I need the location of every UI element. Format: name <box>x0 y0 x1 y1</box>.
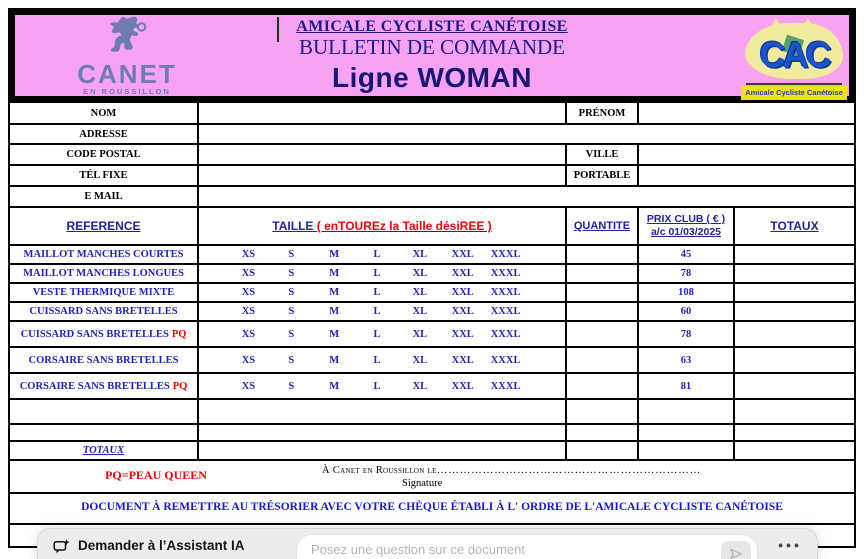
size-option: XL <box>398 249 441 260</box>
size-options <box>197 348 565 372</box>
portable-value-cell <box>637 166 854 185</box>
quantite-header: QUANTITE <box>565 208 637 244</box>
size-option: M <box>313 268 356 279</box>
reference-cell: MAILLOT MANCHES COURTES <box>23 249 184 260</box>
size-option: XL <box>398 355 441 366</box>
size-option: XL <box>398 287 441 298</box>
reference-cell: MAILLOT MANCHES LONGUES <box>23 268 184 279</box>
size-option: S <box>270 249 313 260</box>
empty-cell <box>197 442 565 459</box>
size-option: XS <box>241 287 256 298</box>
table-row <box>10 103 854 123</box>
size-option: M <box>313 381 356 392</box>
size-option: XL <box>398 329 441 340</box>
table-row <box>10 185 854 206</box>
place-date-text: À Canet en Roussillon le <box>322 465 437 476</box>
table-row <box>10 346 854 372</box>
reference-cell <box>10 322 197 346</box>
price-cell: 78 <box>637 322 733 346</box>
portable-label: PORTABLE <box>565 166 637 185</box>
prenom-value-cell <box>637 103 854 123</box>
empty-cell <box>197 400 565 423</box>
total-cell <box>733 265 854 282</box>
size-option: XS <box>241 328 256 340</box>
size-option: S <box>270 329 313 340</box>
price-cell: 60 <box>637 303 733 320</box>
dotted-leader: …………………………………………………………… <box>436 465 702 476</box>
size-option: XXXL <box>484 329 527 340</box>
size-option: XXL <box>441 287 484 298</box>
nom-label: NOM <box>90 107 117 119</box>
ask-ai-icon <box>52 538 70 559</box>
document-banner <box>8 8 856 103</box>
empty-cell <box>565 425 637 440</box>
table-row <box>10 301 854 320</box>
ask-ai-label: Demander à l’Assistant IA <box>78 538 245 553</box>
size-option: XXXL <box>484 287 527 298</box>
table-row <box>10 164 854 185</box>
price-cell: 81 <box>637 374 733 398</box>
ville-value-cell <box>637 145 854 164</box>
pq-flag: PQ <box>172 380 188 392</box>
quantity-cell <box>565 303 637 320</box>
total-cell <box>733 374 854 398</box>
reference-cell: CORSAIRE SANS BRETELLES <box>28 354 179 366</box>
prix-club-line1: PRIX CLUB ( € ) <box>646 213 726 225</box>
cac-logo-ear <box>767 18 785 34</box>
size-option: S <box>270 287 313 298</box>
email-label: E MAIL <box>84 191 123 202</box>
quantity-cell <box>565 265 637 282</box>
prix-club-line2: a/c 01/03/2025 <box>650 226 722 238</box>
cac-logo-caption: Amicale Cycliste Canétoise <box>741 86 847 100</box>
reference-cell: VESTE THERMIQUE MIXTE <box>32 287 175 298</box>
banner-titles <box>15 18 849 94</box>
pq-legend: PQ=PEAU QUEEN <box>105 468 207 482</box>
size-option: XXL <box>441 355 484 366</box>
empty-cell <box>197 425 565 440</box>
paper-plane-icon <box>727 546 745 559</box>
tel-fixe-value-cell <box>197 166 565 185</box>
size-option: M <box>313 355 356 366</box>
size-option: S <box>270 355 313 366</box>
size-option: L <box>356 268 399 279</box>
quantity-cell <box>565 322 637 346</box>
pq-flag: PQ <box>171 328 187 340</box>
signature-label: Signature <box>402 478 443 489</box>
size-option: S <box>270 381 313 392</box>
nom-value-cell <box>197 103 565 123</box>
price-cell: 45 <box>637 246 733 263</box>
price-cell: 63 <box>637 348 733 372</box>
reference-cell: CUISSARD SANS BRETELLES <box>29 306 178 317</box>
email-value-cell <box>197 187 854 206</box>
size-option: M <box>313 306 356 317</box>
empty-cell <box>637 442 733 459</box>
table-row <box>10 320 854 346</box>
document-note-row <box>10 492 854 523</box>
table-row <box>10 263 854 282</box>
taille-header <box>197 208 565 244</box>
empty-cell <box>733 400 854 423</box>
total-cell <box>733 246 854 263</box>
quantity-cell <box>565 246 637 263</box>
size-option: XS <box>241 268 256 279</box>
size-options <box>197 322 565 346</box>
total-cell <box>733 348 854 372</box>
table-row <box>10 398 854 423</box>
empty-cell <box>565 442 637 459</box>
size-option: L <box>356 306 399 317</box>
size-options <box>197 303 565 320</box>
prix-club-header <box>637 208 733 244</box>
size-option: XL <box>398 306 441 317</box>
club-title: AMICALE CYCLISTE CANÉTOISE <box>296 18 568 35</box>
product-line-title: Ligne WOMAN <box>332 62 532 93</box>
table-row <box>10 244 854 263</box>
tel-fixe-label: TÉL FIXE <box>79 170 128 181</box>
cac-logo-ear <box>799 18 817 34</box>
quantity-cell <box>565 284 637 301</box>
total-cell <box>733 284 854 301</box>
size-option: XS <box>241 306 256 317</box>
empty-cell <box>733 442 854 459</box>
table-row <box>10 372 854 398</box>
order-form-table <box>8 103 856 548</box>
size-option: XL <box>398 381 441 392</box>
size-option: L <box>356 329 399 340</box>
size-option: S <box>270 306 313 317</box>
total-cell <box>733 303 854 320</box>
taille-header-hint: ( enTOUREz la Taille désiREE ) <box>316 219 492 233</box>
canet-logo-subtext: EN ROUSSILLON <box>83 87 171 96</box>
total-cell <box>733 322 854 346</box>
table-row <box>10 282 854 301</box>
size-option: S <box>270 268 313 279</box>
ai-question-input[interactable] <box>311 542 701 557</box>
reference-header: REFERENCE <box>66 219 141 233</box>
table-row <box>10 143 854 164</box>
size-options <box>197 374 565 398</box>
size-option: L <box>356 381 399 392</box>
reference-label: CORSAIRE SANS BRETELLES <box>19 380 170 392</box>
size-option: XS <box>241 354 256 366</box>
size-options <box>197 246 565 263</box>
size-option: XXXL <box>484 355 527 366</box>
size-option: XXL <box>441 306 484 317</box>
size-option: XS <box>241 249 256 260</box>
size-option: XXL <box>441 268 484 279</box>
size-option: M <box>313 329 356 340</box>
size-option: M <box>313 287 356 298</box>
document-note: DOCUMENT À REMETTRE AU TRÉSORIER AVEC VOTRE CHÈQUE ÉTABLI À L' ORDRE DE L'AMICALE CYCLISTE CANÉTOISE <box>81 501 783 513</box>
size-option: XXL <box>441 381 484 392</box>
reference-label: CUISSARD SANS BRETELLES <box>20 328 169 340</box>
adresse-label: ADRESSE <box>79 128 128 140</box>
cac-club-logo <box>741 22 847 100</box>
size-option: XXXL <box>484 381 527 392</box>
document-page <box>8 8 856 548</box>
empty-cell <box>733 425 854 440</box>
size-option: XXL <box>441 329 484 340</box>
size-option: L <box>356 287 399 298</box>
totaux-row <box>10 440 854 459</box>
taille-header-label: TAILLE <box>272 219 314 233</box>
send-button[interactable] <box>721 541 751 559</box>
size-option: L <box>356 355 399 366</box>
ai-assistant-bar[interactable] <box>37 528 818 559</box>
empty-cell <box>637 425 733 440</box>
adresse-value-cell <box>197 125 854 143</box>
empty-cell <box>565 400 637 423</box>
reference-cell <box>10 374 197 398</box>
table-row <box>10 123 854 143</box>
size-option: M <box>313 249 356 260</box>
totaux-label: TOTAUX <box>82 445 125 456</box>
quantity-cell <box>565 348 637 372</box>
empty-cell <box>10 400 197 423</box>
size-options <box>197 265 565 282</box>
signature-row <box>10 459 854 492</box>
quantity-cell <box>565 374 637 398</box>
code-postal-value-cell <box>197 145 565 164</box>
empty-cell <box>10 425 197 440</box>
more-options-button[interactable]: ••• <box>778 537 802 553</box>
table-row <box>10 423 854 440</box>
canet-logo-text: CANET <box>77 59 177 89</box>
price-cell: 78 <box>637 265 733 282</box>
empty-cell <box>637 400 733 423</box>
price-cell: 108 <box>637 284 733 301</box>
size-option: XXXL <box>484 249 527 260</box>
size-option: XXXL <box>484 268 527 279</box>
cac-logo-baseline <box>746 83 842 85</box>
cac-logo-letters: CAC <box>759 34 829 75</box>
size-option: XL <box>398 268 441 279</box>
totaux-header: TOTAUX <box>733 208 854 244</box>
place-date-line <box>322 465 701 476</box>
form-subtitle: BULLETIN DE COMMANDE <box>299 35 565 59</box>
size-option: L <box>356 249 399 260</box>
size-option: XXXL <box>484 306 527 317</box>
size-option: XXL <box>441 249 484 260</box>
code-postal-label: CODE POSTAL <box>66 149 141 160</box>
ai-question-input-container[interactable] <box>296 534 758 559</box>
size-option: XS <box>241 380 256 392</box>
ville-label: VILLE <box>565 145 637 164</box>
size-options <box>197 284 565 301</box>
table-header-row <box>10 206 854 244</box>
prenom-label: PRÉNOM <box>565 103 637 123</box>
